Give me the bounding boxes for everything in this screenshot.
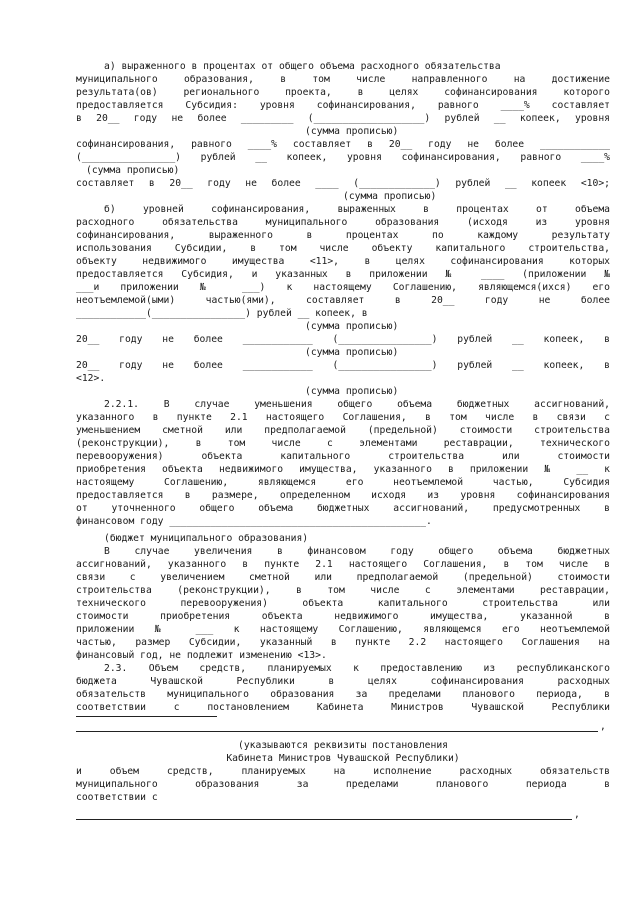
text-line: , xyxy=(574,809,580,820)
text-line: настоящему Соглашению, являющемся его неотъемлемой частью, Субсидия xyxy=(76,477,610,488)
text-line: стоимости приобретения объекта недвижимого имущества, указанной в xyxy=(76,611,610,622)
text-line: расходного обязательства муниципального образования (исходя из уровня xyxy=(76,217,610,228)
text-line: , xyxy=(600,721,606,732)
text-line: финансовом году ____________________________________________. xyxy=(76,516,432,527)
blank-line xyxy=(76,819,572,820)
text-line: и объем средств, планируемых на исполнение расходных обязательств xyxy=(76,766,610,777)
text-line: <12>. xyxy=(76,373,106,384)
text-line: 2.3. Объем средств, планируемых к предоставлению из республиканского xyxy=(104,663,610,674)
text-line: ассигнований, указанного в пункте 2.1 настоящего Соглашения, в том числе в xyxy=(76,559,610,570)
text-line: приложении № ___ к настоящему Соглашению, являющемся его неотъемлемой xyxy=(76,624,610,635)
blank-line xyxy=(76,731,598,732)
text-line: предоставляется Субсидия, и указанных в приложении № ____ (приложении № xyxy=(76,269,610,280)
text-line: ____________(________________) рублей __ копеек, в xyxy=(76,308,368,319)
text-line: (________________) рублей __ копеек, уровня софинансирования, равного ____% xyxy=(76,152,610,163)
text-line: перевооружения) объекта капитального строительства или стоимости xyxy=(76,451,610,462)
caption-sum-in-words: (сумма прописью) xyxy=(305,347,399,358)
text-line: софинансирования, равного ____% составляет в 20__ году не более ____________ xyxy=(76,139,610,150)
caption-resolution-details: (указываются реквизиты постановления xyxy=(238,740,448,751)
text-line: ___и приложении № ___) к настоящему Соглашению, являющемся(ихся) его xyxy=(76,282,610,293)
text-line: строительства (реконструкции), в том числе с элементами реставрации, xyxy=(76,585,610,596)
text-line: неотъемлемой(ыми) частью(ями), составляет в 20__ году не более xyxy=(76,295,610,306)
text-line: бюджета Чувашской Республики в целях софинансирования расходных xyxy=(76,676,610,687)
text-line: соответствии с xyxy=(76,792,158,803)
text-line: технического перевооружения) объекта капитального строительства или xyxy=(76,598,610,609)
text-line: объекту недвижимого имущества <11>, в целях софинансирования которых xyxy=(76,256,610,267)
text-line: использования Субсидии, в том числе объекту капитального строительства, xyxy=(76,243,610,254)
text-line: б) уровней софинансирования, выраженных в процентах от объема xyxy=(104,204,610,215)
text-line: результата(ов) регионального проекта, в целях софинансирования которого xyxy=(76,87,610,98)
text-line: составляет в 20__ году не более ____ (_____________) рублей __ копеек <10>; xyxy=(76,178,610,189)
caption-sum-in-words: (сумма прописью) xyxy=(86,165,180,176)
text-line: в 20__ году не более _________ (___________________) рублей __ копеек, уровня xyxy=(76,113,610,124)
text-line: 2.2.1. В случае уменьшения общего объема бюджетных ассигнований, xyxy=(104,399,610,410)
text-line: 20__ году не более ____________ (________________) рублей __ копеек, в xyxy=(76,360,610,371)
text-line: приобретения объекта недвижимого имущества, указанного в приложении № __ к xyxy=(76,464,610,475)
text-line: от уточненного общего объема бюджетных ассигнований, предусмотренных в xyxy=(76,503,610,514)
caption-sum-in-words: (сумма прописью) xyxy=(305,126,399,137)
blank-line xyxy=(76,716,217,717)
text-line: (реконструкции), в том числе с элементами реставрации, технического xyxy=(76,438,610,449)
text-line: муниципального образования, в том числе направленного на достижение xyxy=(76,74,610,85)
text-line: В случае увеличения в финансовом году общего объема бюджетных xyxy=(104,546,610,557)
text-line: предоставляется в размере, определенном исходя из уровня софинансирования xyxy=(76,490,610,501)
text-line: финансовый год, не подлежит изменению <13>. xyxy=(76,650,327,661)
text-line: обязательств муниципального образования за пределами планового периода, в xyxy=(76,689,610,700)
text-line: софинансирования, выраженного в процентах по каждому результату xyxy=(76,230,610,241)
caption-sum-in-words: (сумма прописью) xyxy=(305,321,399,332)
text-line: а) выраженного в процентах от общего объема расходного обязательства xyxy=(104,61,501,72)
caption-resolution-details: Кабинета Министров Чувашской Республики) xyxy=(226,753,460,764)
caption-municipal-budget: (бюджет муниципального образования) xyxy=(104,533,309,544)
text-line: частью, размер Субсидии, указанный в пункте 2.2 настоящего Соглашения на xyxy=(76,637,610,648)
text-line: связи с увеличением сметной или предполагаемой (предельной) стоимости xyxy=(76,572,610,583)
caption-sum-in-words: (сумма прописью) xyxy=(343,191,437,202)
text-line: уменьшением сметной или предполагаемой (предельной) стоимости строительства xyxy=(76,425,610,436)
caption-sum-in-words: (сумма прописью) xyxy=(305,386,399,397)
text-line: указанного в пункте 2.1 настоящего Соглашения, в том числе в связи с xyxy=(76,412,610,423)
text-line: предоставляется Субсидия: уровня софинансирования, равного ____% составляет xyxy=(76,100,610,111)
text-line: соответствии с постановлением Кабинета Министров Чувашской Республики xyxy=(76,702,610,713)
text-line: 20__ году не более ____________ (________________) рублей __ копеек, в xyxy=(76,334,610,345)
text-line: муниципального образования за пределами планового периода в xyxy=(76,779,610,790)
